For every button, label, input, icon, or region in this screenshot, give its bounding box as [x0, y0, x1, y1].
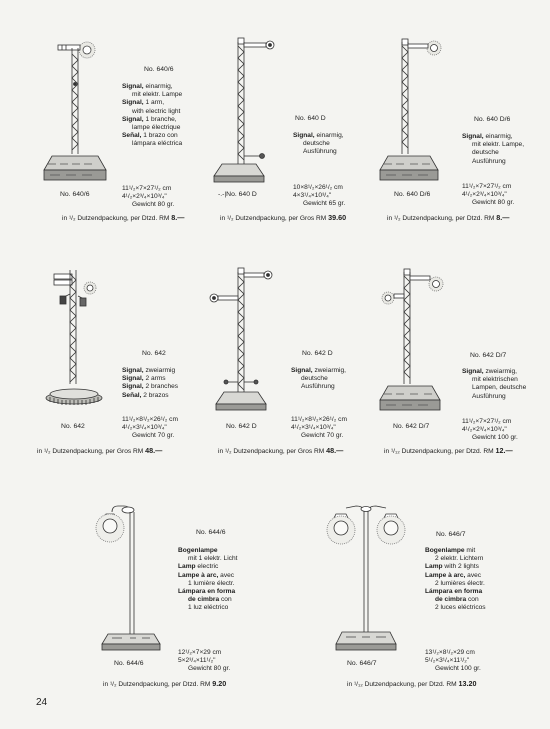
signal-640d6-illustration — [374, 36, 454, 186]
item-642d7-image-label: No. 642 D/7 — [393, 423, 430, 430]
item-642d7-packing-price: in ¹/₁₂ Dutzendpackung, per Dtzd. RM 12.— — [384, 446, 513, 455]
item-640-6-description: Signal, einarmig, mit elektr. Lampe Signal, 1 arm, with electric light Signal, 1 branche, lampe électrique Señal, 1 brazo con lámpara eléctrica — [122, 83, 183, 148]
item-640-6-image-label: No. 640/6 — [60, 191, 90, 198]
item-642d-packing-price: in ¹/₂ Dutzendpackung, per Gros RM 48.— — [218, 446, 344, 455]
item-642-dimensions: 11¹/₂×8¹/₂×26¹/₂ cm 4¹/₂×3¹/₄×10³/₄" Gewicht 70 gr. — [122, 416, 178, 440]
item-640d6-packing-price: in ¹/₂ Dutzendpackung, per Dtzd. RM 8.— — [387, 213, 510, 222]
item-640d-dimensions: 10×8¹/₂×26¹/₂ cm 4×3¹/₄×10³/₄" Gewicht 65 gr. — [293, 184, 346, 208]
item-642d7-number: No. 642 D/7 — [470, 352, 507, 359]
item-646-7-number: No. 646/7 — [436, 531, 466, 538]
item-642d-image-label: No. 642 D — [226, 423, 257, 430]
item-646-7-image-label: No. 646/7 — [347, 660, 377, 667]
item-646-7-description: Bogenlampe mit 2 elektr. Lichtern Lamp with 2 lights Lampe à arc, avec 2 lumières électr. Lámpara en forma de cimbra con 2 luces eléctricos — [425, 547, 486, 612]
item-646-7-packing-price: in ¹/₁₂ Dutzendpackung, per Dtzd. RM 13.20 — [347, 679, 477, 688]
item-644-6-packing-price: in ¹/₂ Dutzendpackung, per Dtzd. RM 9.20 — [103, 679, 227, 688]
item-640-6-dimensions: 11¹/₂×7×27¹/₂ cm 4¹/₂×2³/₄×10³/₄" Gewicht 80 gr. — [122, 185, 175, 209]
item-642d-number: No. 642 D — [302, 350, 333, 357]
item-642d-dimensions: 11¹/₂×8¹/₂×26¹/₂ cm 4¹/₂×3¹/₄×10³/₄" Gewicht 70 gr. — [291, 416, 347, 440]
item-644-6-number: No. 644/6 — [196, 529, 226, 536]
item-642-packing-price: in ¹/₂ Dutzendpackung, per Gros RM 48.— — [37, 446, 163, 455]
item-642-number: No. 642 — [142, 350, 166, 357]
item-642-image-label: No. 642 — [61, 423, 85, 430]
item-640d6-image-label: No. 640 D/6 — [394, 191, 431, 198]
item-644-6-image-label: No. 644/6 — [114, 660, 144, 667]
signal-642d-illustration — [206, 266, 286, 416]
signal-640d-illustration — [208, 36, 288, 186]
page-number: 24 — [36, 697, 48, 708]
signal-642d7-illustration — [374, 266, 454, 416]
item-640-6-packing-price: in ¹/₂ Dutzendpackung, per Dtzd. RM 8.— — [62, 213, 185, 222]
item-640d-description: Signal, einarmig, deutsche Ausführung — [293, 132, 344, 156]
item-646-7-dimensions: 13¹/₂×8¹/₂×29 cm 5¹/₂×3¹/₄×11¹/₂" Gewicht 100 gr. — [425, 649, 481, 673]
item-640d6-number: No. 640 D/6 — [474, 116, 511, 123]
arc-lamp-644-6-illustration — [88, 504, 168, 654]
item-642-description: Signal, zweiarmig Signal, 2 arms Signal, 2 branches Señal, 2 brazos — [122, 367, 179, 399]
item-640d-packing-price: in ¹/₂ Dutzendpackung, per Gros RM 39.60 — [220, 213, 347, 222]
item-640-6-number: No. 640/6 — [144, 66, 174, 73]
item-644-6-dimensions: 12¹/₂×7×29 cm 5×2³/₄×11¹/₂" Gewicht 80 gr. — [178, 649, 231, 673]
item-642d-description: Signal, zweiarmig, deutsche Ausführung — [291, 367, 346, 391]
item-640d6-description: Signal, einarmig, mit elektr. Lampe, deutsche Ausführung — [462, 133, 525, 165]
item-640d-image-label: -.-|No. 640 D — [218, 191, 257, 198]
item-642d7-dimensions: 11¹/₂×7×27¹/₂ cm 4¹/₂×2³/₄×10³/₄" Gewicht 100 gr. — [462, 418, 518, 442]
item-640d6-dimensions: 11¹/₂×7×27¹/₂ cm 4¹/₂×2³/₄×10³/₄" Gewicht 80 gr. — [462, 183, 515, 207]
item-642d7-description: Signal, zweiarmig, mit elektrischen Lampen, deutsche Ausführung — [462, 368, 527, 400]
signal-640-6-illustration — [38, 36, 108, 186]
arc-lamp-646-7-illustration — [318, 504, 418, 654]
signal-642-illustration — [40, 266, 110, 416]
item-644-6-description: Bogenlampe mit 1 elektr. Licht Lamp electric Lampe à arc, avec 1 lumière électr. Lámpara en forma de cimbra con 1 luz eléctrico — [178, 547, 238, 612]
item-640d-number: No. 640 D — [295, 115, 326, 122]
